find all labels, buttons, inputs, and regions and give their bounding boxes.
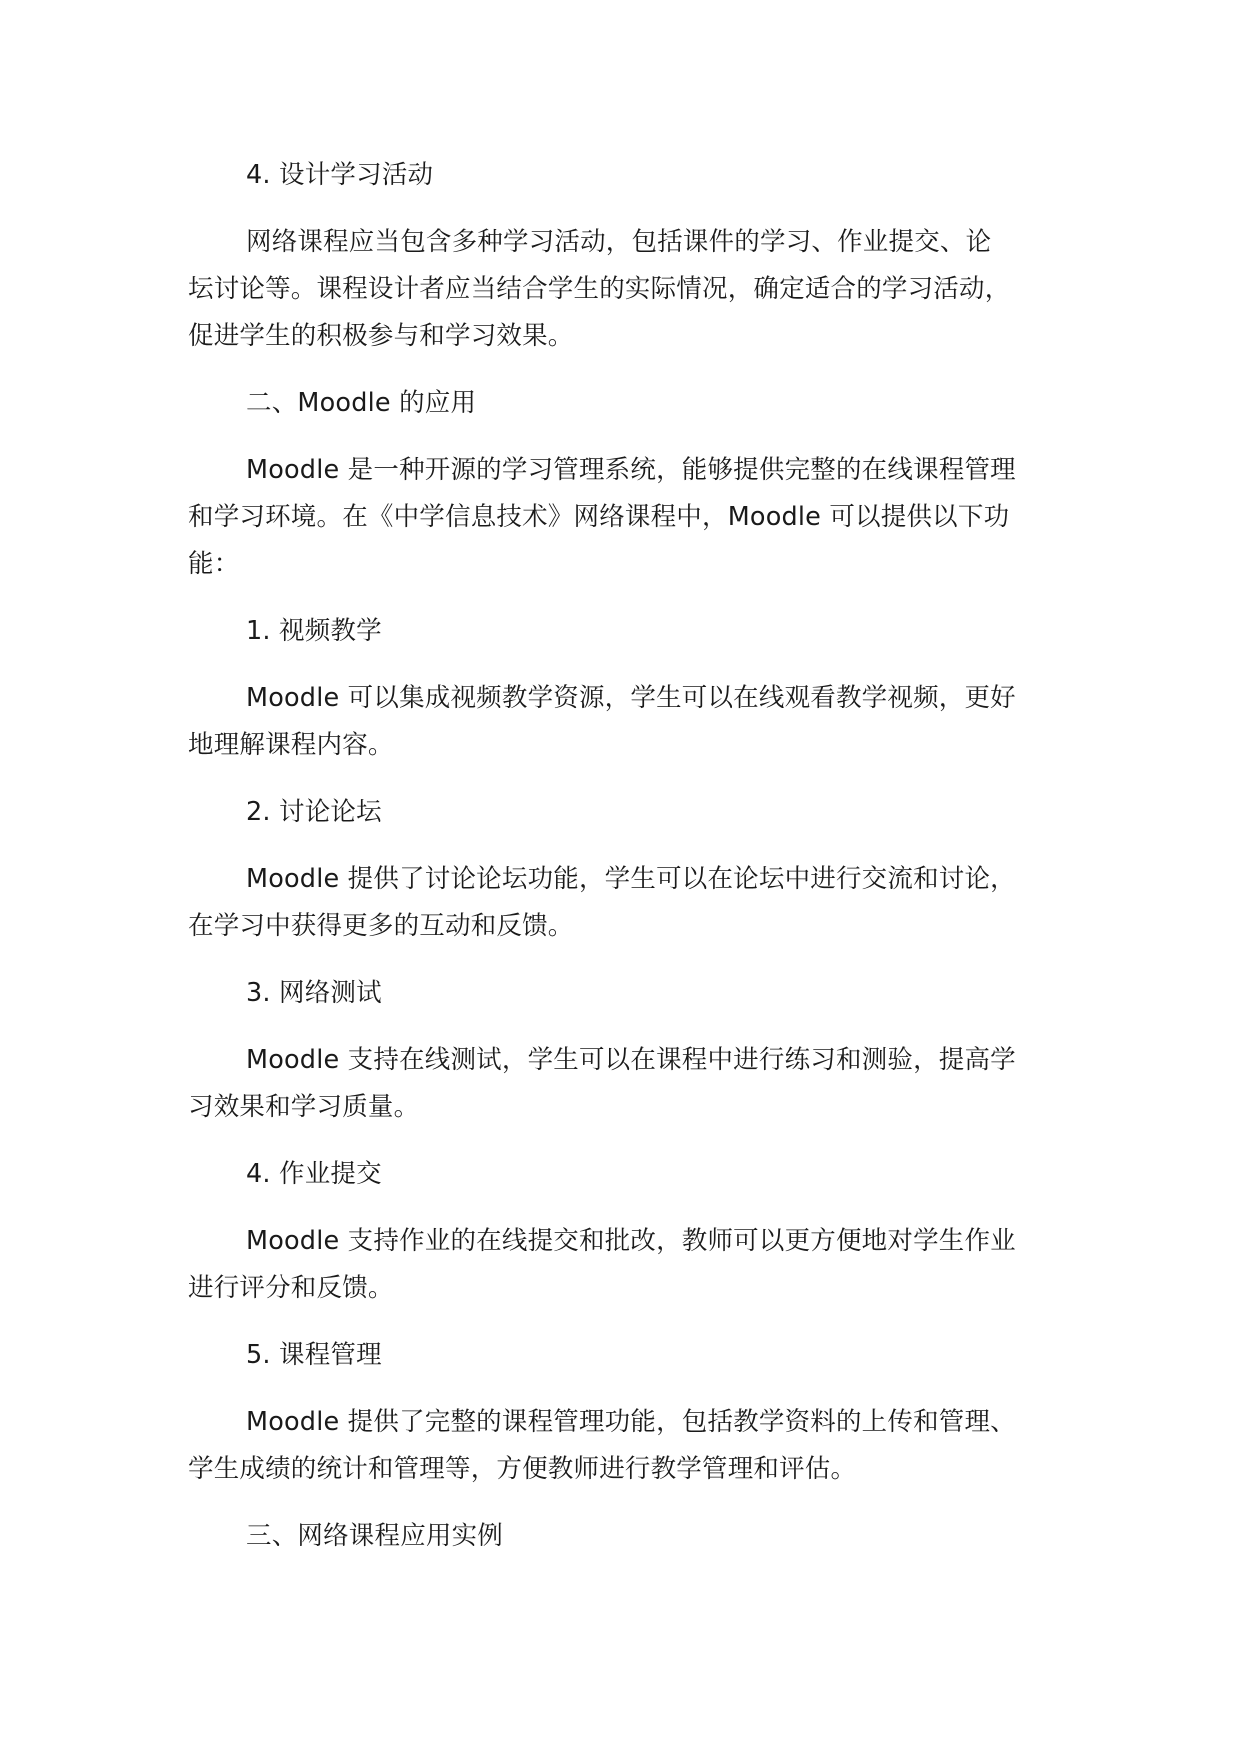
section-heading-course-management: 5. 课程管理 xyxy=(246,1340,382,1370)
paragraph-line: 习效果和学习质量。 xyxy=(188,1092,420,1122)
paragraph-line: 促进学生的积极参与和学习效果。 xyxy=(188,321,574,351)
paragraph-line: Moodle 支持作业的在线提交和批改，教师可以更方便地对学生作业 xyxy=(246,1226,1016,1256)
paragraph-line: 地理解课程内容。 xyxy=(188,730,394,760)
section-heading-application-examples: 三、网络课程应用实例 xyxy=(246,1521,504,1551)
paragraph-moodle-intro xyxy=(188,447,1088,588)
section-heading-assignment-submission: 4. 作业提交 xyxy=(246,1159,382,1189)
section-heading-moodle-application: 二、Moodle 的应用 xyxy=(246,388,477,418)
paragraph-assignment-submission xyxy=(188,1218,1088,1312)
paragraph-line: 学生成绩的统计和管理等，方便教师进行教学管理和评估。 xyxy=(188,1454,857,1484)
document-page xyxy=(188,152,1088,1580)
section-heading-video-teaching: 1. 视频教学 xyxy=(246,616,382,646)
paragraph-line: 坛讨论等。课程设计者应当结合学生的实际情况，确定适合的学习活动， xyxy=(188,274,1011,304)
paragraph-line: Moodle 提供了讨论论坛功能，学生可以在论坛中进行交流和讨论， xyxy=(246,864,1016,894)
paragraph-line: 能： xyxy=(188,549,240,579)
paragraph-discussion-forum xyxy=(188,856,1088,950)
section-heading-design-activities: 4. 设计学习活动 xyxy=(246,160,434,190)
section-heading-discussion-forum: 2. 讨论论坛 xyxy=(246,797,382,827)
paragraph-design-activities xyxy=(188,219,1088,360)
paragraph-line: Moodle 提供了完整的课程管理功能，包括教学资料的上传和管理、 xyxy=(246,1407,1016,1437)
paragraph-line: Moodle 支持在线测试，学生可以在课程中进行练习和测验，提高学 xyxy=(246,1045,1016,1075)
paragraph-line: 网络课程应当包含多种学习活动，包括课件的学习、作业提交、论 xyxy=(246,227,992,257)
paragraph-course-management xyxy=(188,1399,1088,1493)
paragraph-online-test xyxy=(188,1037,1088,1131)
paragraph-video-teaching xyxy=(188,675,1088,769)
paragraph-line: 和学习环境。在《中学信息技术》网络课程中，Moodle 可以提供以下功 xyxy=(188,502,1010,532)
paragraph-line: Moodle 是一种开源的学习管理系统，能够提供完整的在线课程管理 xyxy=(246,455,1016,485)
paragraph-line: 进行评分和反馈。 xyxy=(188,1273,394,1303)
paragraph-line: Moodle 可以集成视频教学资源，学生可以在线观看教学视频，更好 xyxy=(246,683,1016,713)
section-heading-online-test: 3. 网络测试 xyxy=(246,978,382,1008)
paragraph-line: 在学习中获得更多的互动和反馈。 xyxy=(188,911,574,941)
